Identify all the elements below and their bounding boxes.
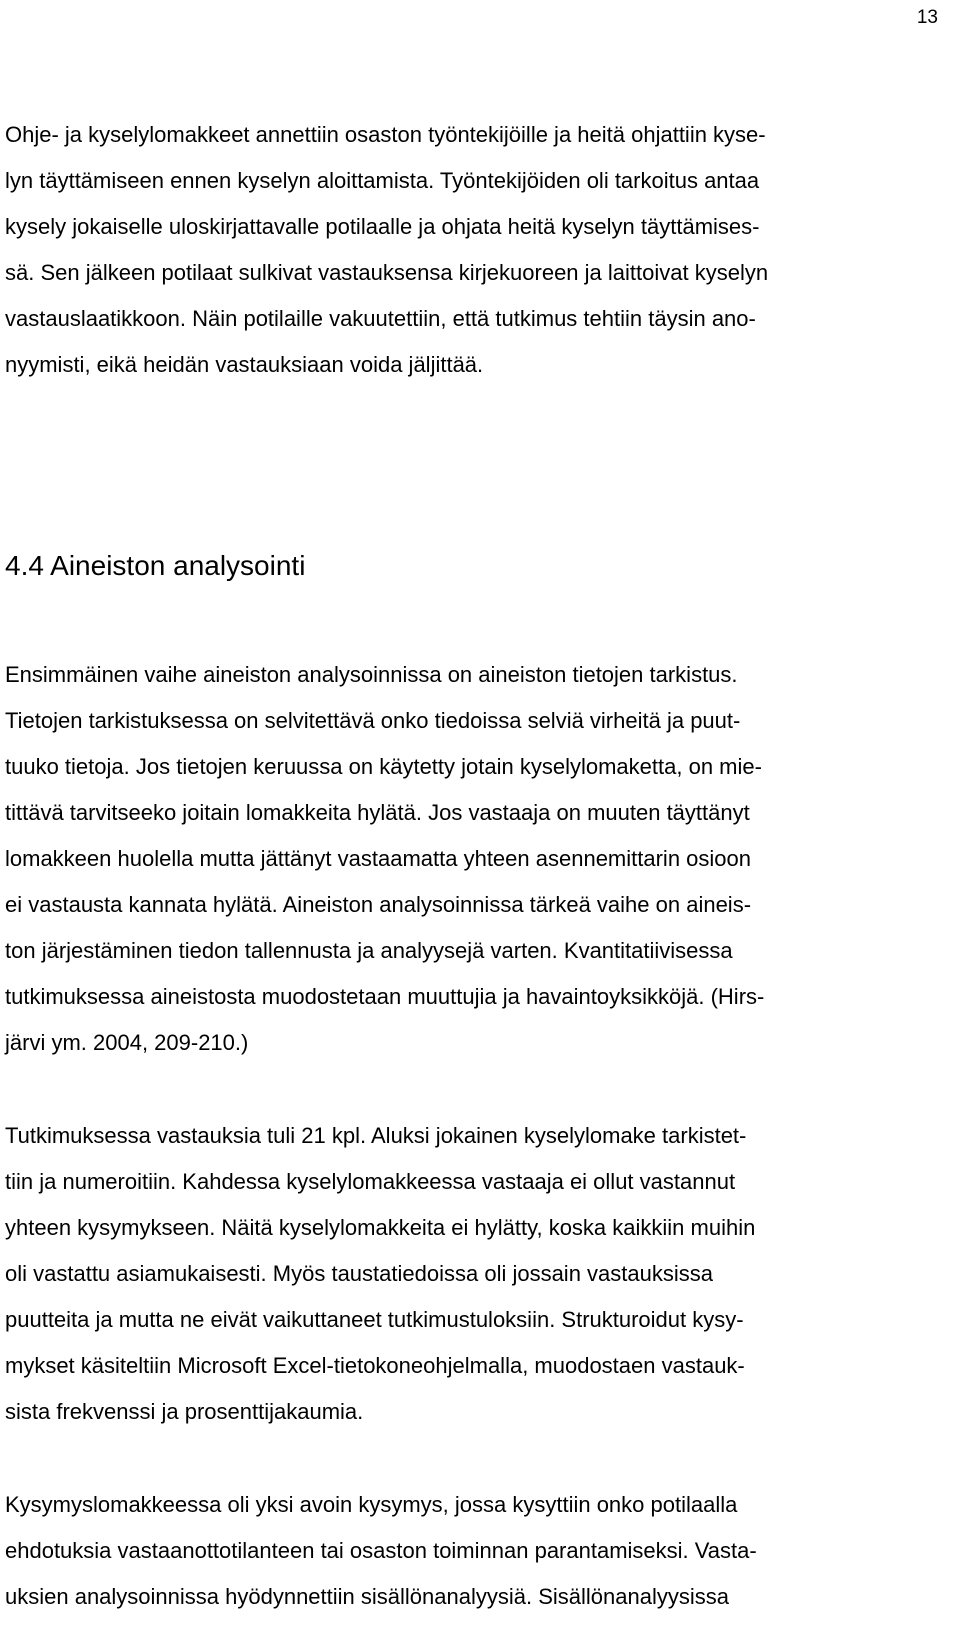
text-line: ei vastausta kannata hylätä. Aineiston analysoinnissa tärkeä vaihe on aineis-	[5, 892, 752, 917]
text-line: tiin ja numeroitiin. Kahdessa kyselylomakkeessa vastaaja ei ollut vastannut	[5, 1169, 736, 1194]
spacer	[5, 1066, 950, 1113]
text-line: Tutkimuksessa vastauksia tuli 21 kpl. Aluksi jokainen kyselylomake tarkistet-	[5, 1123, 747, 1148]
document-body	[5, 112, 950, 1620]
text-line: yhteen kysymykseen. Näitä kyselylomakkeita ei hylätty, koska kaikkiin muihin	[5, 1215, 756, 1240]
text-line: Kysymyslomakkeessa oli yksi avoin kysymys, jossa kysyttiin onko potilaalla	[5, 1492, 738, 1517]
text-line: lomakkeen huolella mutta jättänyt vastaamatta yhteen asennemittarin osioon	[5, 846, 751, 871]
paragraph-open-question	[5, 1482, 950, 1620]
spacer	[5, 586, 950, 652]
text-line: oli vastattu asiamukaisesti. Myös taustatiedoissa oli jossain vastauksissa	[5, 1261, 713, 1286]
text-line: sista frekvenssi ja prosenttijakaumia.	[5, 1399, 364, 1424]
spacer	[5, 388, 950, 546]
text-line: nyymisti, eikä heidän vastauksiaan voida jäljittää.	[5, 352, 484, 377]
section-heading: 4.4 Aineiston analysointi	[5, 550, 306, 581]
text-line: sä. Sen jälkeen potilaat sulkivat vastauksensa kirjekuoreen ja laittoivat kyselyn	[5, 260, 769, 285]
text-line: puutteita ja mutta ne eivät vaikuttaneet tutkimustuloksiin. Strukturoidut kysy-	[5, 1307, 744, 1332]
text-line: tittävä tarvitseeko joitain lomakkeita hylätä. Jos vastaaja on muuten täyttänyt	[5, 800, 750, 825]
paragraph-survey-distribution	[5, 112, 950, 388]
text-line: Tietojen tarkistuksessa on selvitettävä onko tiedoissa selviä virheitä ja puut-	[5, 708, 741, 733]
text-line: uksien analysoinnissa hyödynnettiin sisällönanalyysiä. Sisällönanalyysissa	[5, 1584, 729, 1609]
paragraph-data-analysis	[5, 652, 950, 1066]
text-line: Ensimmäinen vaihe aineiston analysoinnissa on aineiston tietojen tarkistus.	[5, 662, 738, 687]
text-line: mykset käsiteltiin Microsoft Excel-tietokoneohjelmalla, muodostaen vastauk-	[5, 1353, 745, 1378]
paragraph-responses	[5, 1113, 950, 1435]
page-number: 13	[916, 7, 938, 28]
text-line: vastauslaatikkoon. Näin potilaille vakuutettiin, että tutkimus tehtiin täysin ano-	[5, 306, 756, 331]
text-line: järvi ym. 2004, 209-210.)	[5, 1030, 249, 1055]
text-line: lyn täyttämiseen ennen kyselyn aloittamista. Työntekijöiden oli tarkoitus antaa	[5, 168, 760, 193]
text-line: Ohje- ja kyselylomakkeet annettiin osaston työntekijöille ja heitä ohjattiin kyse-	[5, 122, 766, 147]
text-line: ton järjestäminen tiedon tallennusta ja analyysejä varten. Kvantitatiivisessa	[5, 938, 733, 963]
text-line: tuuko tietoja. Jos tietojen keruussa on käytetty jotain kyselylomaketta, on mie-	[5, 754, 762, 779]
text-line: tutkimuksessa aineistosta muodostetaan muuttujia ja havaintoyksikköjä. (Hirs-	[5, 984, 765, 1009]
text-line: ehdotuksia vastaanottotilanteen tai osaston toiminnan parantamiseksi. Vasta-	[5, 1538, 757, 1563]
text-line: kysely jokaiselle uloskirjattavalle potilaalle ja ohjata heitä kyselyn täyttämises-	[5, 214, 760, 239]
spacer	[5, 1435, 950, 1482]
